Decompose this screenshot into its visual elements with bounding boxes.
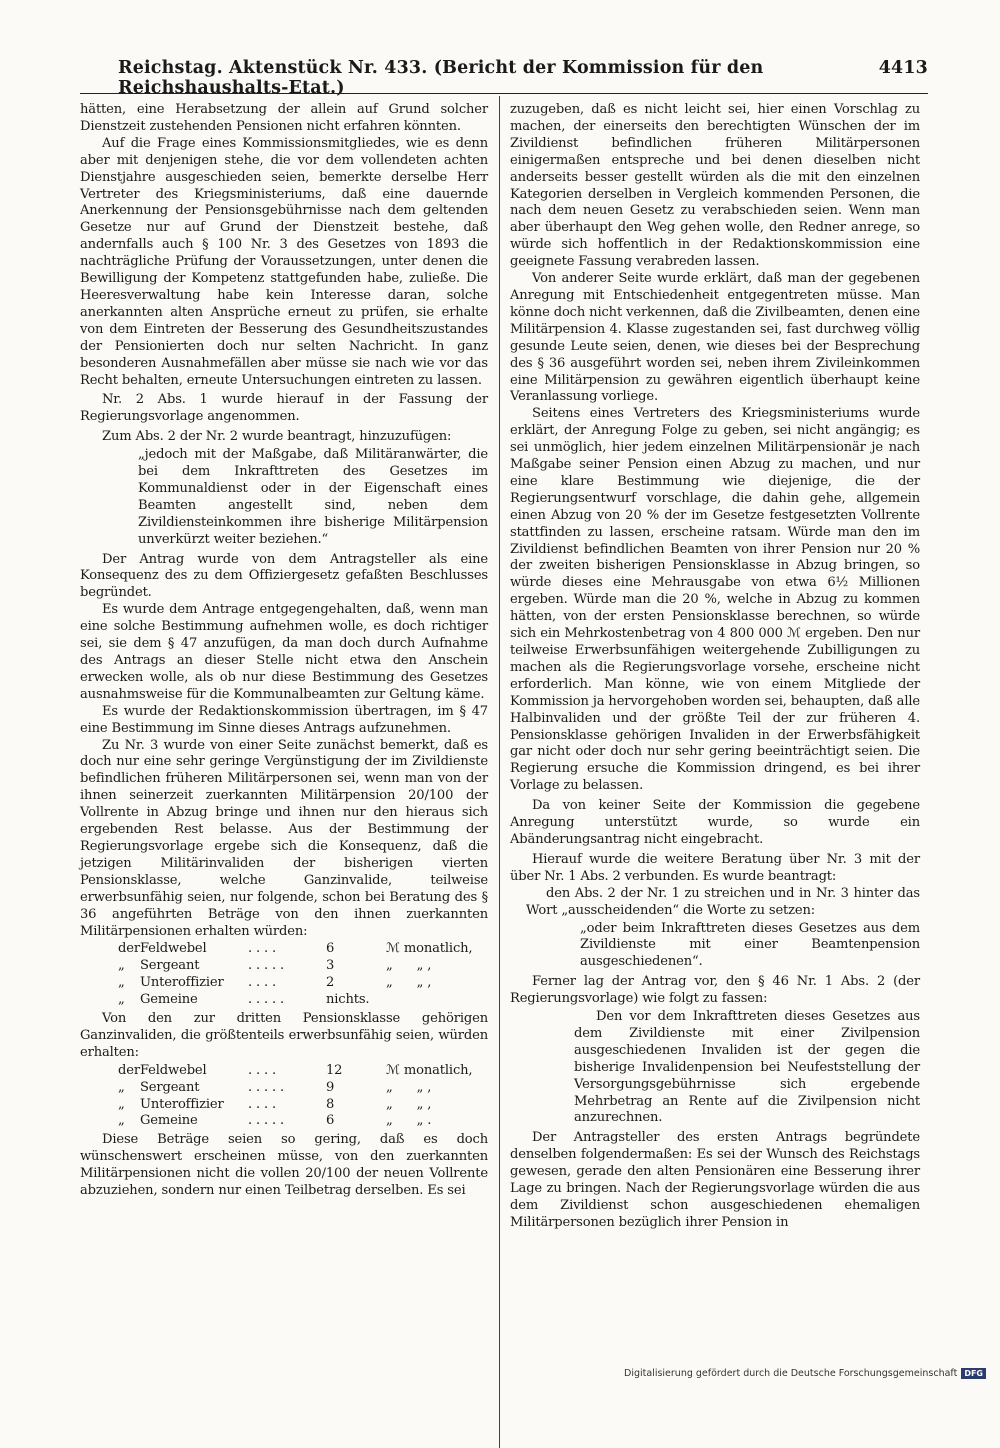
table-cell: „ xyxy=(118,1113,125,1129)
table-cell: „ xyxy=(118,1079,125,1095)
table-cell: „ xyxy=(118,992,125,1008)
table-cell: 6 xyxy=(325,1113,335,1129)
table-cell: 3 xyxy=(325,958,335,974)
table-cell: „ „ , xyxy=(385,958,432,974)
dfg-logo-icon: DFG xyxy=(961,1368,986,1379)
table-cell: „ xyxy=(118,975,125,991)
quoted-amendment: „jedoch mit der Maßgabe, daß Militäranwärter, die bei dem Inkrafttreten des Gesetzes im Kommunaldienst oder in der Eigenschaft eines Beamten angestellt sind, neben dem Zivildiensteinkommen ihre bisherige Militärpension unverkürzt weiter beziehen.“ xyxy=(138,447,488,547)
paragraph: Zum Abs. 2 der Nr. 2 wurde beantragt, hinzuzufügen: xyxy=(102,429,452,445)
table-cell: . . . . . xyxy=(247,958,285,974)
paragraph: Es wurde der Redaktionskommission übertragen, im § 47 eine Bestimmung im Sinne dieses Antrags aufzunehmen. xyxy=(80,703,488,736)
table-cell: der xyxy=(118,1062,140,1078)
paragraph: Auf die Frage eines Kommissionsmitgliedes, wie es denn aber mit denjenigen stehe, die vor dem vollendeten achten Dienstjahre ausgeschieden seien, bemerkte derselbe Herr Vertreter des Kriegsministeriums, daß eine dauernde Anerkennung der Pensionsgebührnisse nach dem geltenden Gesetze nur auf Grund der Dienstzeit bestehe, daß andernfalls auch § 100 Nr. 3 des Gesetzes von 1893 die nachträgliche Prüfung der Voraussetzungen, unter denen die Bewilligung der Kompetenz stattgefunden habe, zuließe. Die Heeresverwaltung habe kein Interesse daran, solche anerkannten alten Ansprüche erneut zu prüfen, sie erhalte von dem Eintreten der Besserung des Gesundheitszustandes der Pensionierten doch nur selten Nachricht. In ganz besonderen Ausnahmefällen aber müsse sie nach wie vor das Recht behalten, erneute Untersuchungen eintreten zu lassen. xyxy=(80,135,488,388)
table-row xyxy=(118,1063,472,1080)
paragraph: Zu Nr. 3 wurde von einer Seite zunächst bemerkt, daß es doch nur eine sehr geringe Vergünstigung der im Zivildienste befindlichen früheren Militärpersonen sei, wenn man von der ihnen seinerzeit zuerkannten Militärpension 20/100 der Vollrente in Abzug bringe und ihnen nur den hieraus sich ergebenden Rest belasse. Aus der Bestimmung der Regierungsvorlage ergebe sich die Konsequenz, daß die jetzigen Militärinvaliden der bisherigen vierten Pensionsklasse, welche Ganzinvalide, teilweise erwerbsunfähig seien, nur folgende, schon bei Beratung des § 36 angeführten Beträge von den ihnen zuerkannten Militärpensionen erhalten würden: xyxy=(80,737,488,939)
paragraph: Nr. 2 Abs. 1 wurde hierauf in der Fassung der Regierungsvorlage angenommen. xyxy=(80,392,488,425)
table-cell: „ xyxy=(118,958,125,974)
table-cell: 6 xyxy=(325,941,335,957)
table-cell: „ „ , xyxy=(385,1079,432,1095)
paragraph: Der Antrag wurde von dem Antragsteller als eine Konsequenz des zu dem Offiziergesetz gefaßten Beschlusses begründet. xyxy=(80,551,488,601)
table-row xyxy=(118,941,472,958)
paragraph: Von den zur dritten Pensionsklasse gehörigen Ganzinvaliden, die größtenteils erwerbsunfähig seien, würden erhalten: xyxy=(80,1011,488,1060)
paragraph: Diese Beträge seien so gering, daß es doch wünschenswert erscheinen müsse, von den zuerkannten Militärpensionen nicht die vollen 20/100 der neuen Vollrente abzuziehen, sondern nur einen Teilbetrag derselben. Es sei xyxy=(80,1132,488,1199)
table-row xyxy=(118,958,472,975)
table-cell: Feldwebel xyxy=(139,1062,207,1078)
quoted-amendment: „oder beim Inkrafttreten dieses Gesetzes aus dem Zivildienste mit einer Beamtenpension ausgeschiedenen“. xyxy=(580,920,920,970)
table-cell: 12 xyxy=(325,1062,343,1078)
table-row xyxy=(118,1113,472,1130)
table-cell: „ „ , xyxy=(385,975,432,991)
table-cell: 9 xyxy=(325,1079,335,1095)
table-row xyxy=(118,1080,472,1097)
paragraph: Es wurde dem Antrage entgegengehalten, daß, wenn man eine solche Bestimmung aufnehmen wolle, es doch richtiger sei, sie dem § 47 anzufügen, da man doch durch Aufnahme des Antrags an dieser Stelle nicht etwa den Anschein erwecken wolle, als ob nur diese Bestimmung des Gesetzes ausnahmsweise für die Kommunalbeamten zur Geltung käme. xyxy=(80,602,488,702)
table-row xyxy=(118,975,472,992)
table-cell: Unteroffizier xyxy=(139,1096,224,1112)
pension-table-fourth-class xyxy=(118,941,472,1009)
table-cell: Sergeant xyxy=(139,958,200,974)
paragraph: Da von keiner Seite der Kommission die gegebene Anregung unterstützt wurde, so wurde ein Abänderungsantrag nicht eingebracht. xyxy=(510,798,920,847)
table-cell: . . . . . xyxy=(247,1113,285,1129)
page-header xyxy=(118,58,928,98)
column-divider xyxy=(499,96,500,1448)
paragraph: Seitens eines Vertreters des Kriegsministeriums wurde erklärt, der Anregung Folge zu geben, sei nicht angängig; es sei unmöglich, hier jedem einzelnen Militärpensionär je nach Maßgabe seiner Pension einen Abzug zu machen, und nur eine klare Bestimmung wie diejenige, die der Regierungsentwurf vorschlage, die dahin gehe, allgemein einen Abzug von 20 % der im Gesetze festgesetzten Vollrente stattfinden zu lassen, erscheine ratsam. Würde man den im Zivildienst befindlichen Beamten von ihrer Pension nur 20 % der zweiten bisherigen Pensionsklasse in Abzug bringen, so würde dieses eine Mehrausgabe von etwa 6½ Millionen ergeben. Würde man die 20 %, welche in Abzug zu kommen hätten, von der ersten Pensionsklasse berechnen, so würde sich ein Mehrkostenbetrag von 4 800 000 ℳ ergeben. Den nur teilweise Erwerbsunfähigen weitergehende Zubilligungen zu machen als die Regierungsvorlage vorsehe, erscheine nicht erforderlich. Man könne, wie von einem Mitgliede der Kommission ja hervorgehoben worden sei, behaupten, daß alle Halbinvaliden und der größte Teil der zur früheren 4. Pensionsklasse gehörigen Invaliden in der Erwerbsfähigkeit gar nicht oder doch nur sehr gering beeinträchtigt seien. Die Regierung ersuche die Kommission dringend, es bei ihrer Vorlage zu belassen. xyxy=(510,406,920,794)
table-row xyxy=(118,1097,472,1114)
paragraph: zuzugeben, daß es nicht leicht sei, hier einen Vorschlag zu machen, der einerseits den berechtigten Wünschen der im Zivildienst befindlichen früheren Militärpersonen einigermaßen entspreche und bei denen dieselben nicht anderseits besser gestellt würden als die mit den einzelnen Kategorien derselben in Vergleich kommenden Personen, die nach dem neuen Gesetz zu verabschieden seien. Wenn man aber überhaupt den Weg gehen wolle, den Redner anrege, so würde sich hoffentlich in der Redaktionskommission eine geeignete Fassung verabreden lassen. xyxy=(510,102,920,270)
table-cell: . . . . xyxy=(247,975,277,991)
table-cell: . . . . xyxy=(247,1096,277,1112)
credit-text: Digitalisierung gefördert durch die Deutsche Forschungsgemeinschaft xyxy=(624,1368,958,1379)
table-cell: . . . . xyxy=(247,1062,277,1078)
table-cell: Feldwebel xyxy=(139,941,207,957)
table-cell: Unteroffizier xyxy=(139,975,224,991)
table-cell: nichts. xyxy=(325,992,370,1008)
header-title: Reichstag. Aktenstück Nr. 433. (Bericht der Kommission für den Reichshaushalts-Etat.) xyxy=(118,58,764,98)
table-cell: Sergeant xyxy=(139,1079,200,1095)
table-row xyxy=(118,992,472,1009)
paragraph: Ferner lag der Antrag vor, den § 46 Nr. 1 Abs. 2 (der Regierungsvorlage) wie folgt zu fassen: xyxy=(510,974,920,1007)
table-cell: Gemeine xyxy=(139,1113,198,1129)
pension-table-third-class xyxy=(118,1063,472,1131)
left-column xyxy=(80,102,488,1200)
right-column xyxy=(510,102,920,1232)
paragraph: Von anderer Seite wurde erklärt, daß man der gegebenen Anregung mit Entschiedenheit entgegentreten müsse. Man könne doch nicht verkennen, daß die Zivilbeamten, denen eine Militärpension 4. Klasse zugestanden sei, fast durchweg völlig gesunde Leute seien, denen, wie dieses bei der Besprechung des § 36 ausgeführt worden sei, neben ihrem Zivileinkommen eine Militärpension zu gewähren eigentlich überhaupt keine Veranlassung vorliege. xyxy=(510,271,920,405)
table-cell: Gemeine xyxy=(139,992,198,1008)
quoted-amendment: Den vor dem Inkrafttreten dieses Gesetzes aus dem Zivildienste mit einer Zivilpension ausgeschiedenen Invaliden ist der gegen die bisherige Invalidenpension bei Neufeststellung der Versorgungsgebührnisse sich ergebende Mehrbetrag an Rente auf die Zivilpension nicht anzurechnen. xyxy=(574,1009,920,1126)
paragraph: Hierauf wurde die weitere Beratung über Nr. 3 mit der über Nr. 1 Abs. 2 verbunden. Es wurde beantragt: xyxy=(510,851,920,884)
paragraph: Der Antragsteller des ersten Antrags begründete denselben folgendermaßen: Es sei der Wunsch des Reichstags gewesen, gerade den alten Pensionären eine Besserung ihrer Lage zu bringen. Nach der Regierungsvorlage würden die aus dem Zivildienst schon ausgeschiedenen ehemaligen Militärpersonen bezüglich ihrer Pension in xyxy=(510,1130,920,1230)
paragraph: hätten, eine Herabsetzung der allein auf Grund solcher Dienstzeit zustehenden Pensionen nicht erfahren könnten. xyxy=(80,102,488,134)
table-cell: ℳ monatlich, xyxy=(385,941,473,957)
table-cell: ℳ monatlich, xyxy=(385,1062,473,1078)
table-cell: . . . . xyxy=(247,941,277,957)
amendment-text: den Abs. 2 der Nr. 1 zu streichen und in Nr. 3 hinter das Wort „ausscheidenden“ die Worte zu setzen: xyxy=(526,885,920,918)
table-cell: . . . . . xyxy=(247,1079,285,1095)
table-cell: „ „ . xyxy=(385,1113,432,1129)
page-number: 4413 xyxy=(878,58,928,78)
table-cell: „ xyxy=(118,1096,125,1112)
table-cell: der xyxy=(118,941,140,957)
header-rule xyxy=(80,93,928,94)
table-cell: 2 xyxy=(325,975,335,991)
table-cell: „ „ , xyxy=(385,1096,432,1112)
table-cell xyxy=(386,992,472,1009)
digitization-credit xyxy=(624,1368,986,1379)
table-cell: . . . . . xyxy=(247,992,285,1008)
table-cell: 8 xyxy=(325,1096,335,1112)
